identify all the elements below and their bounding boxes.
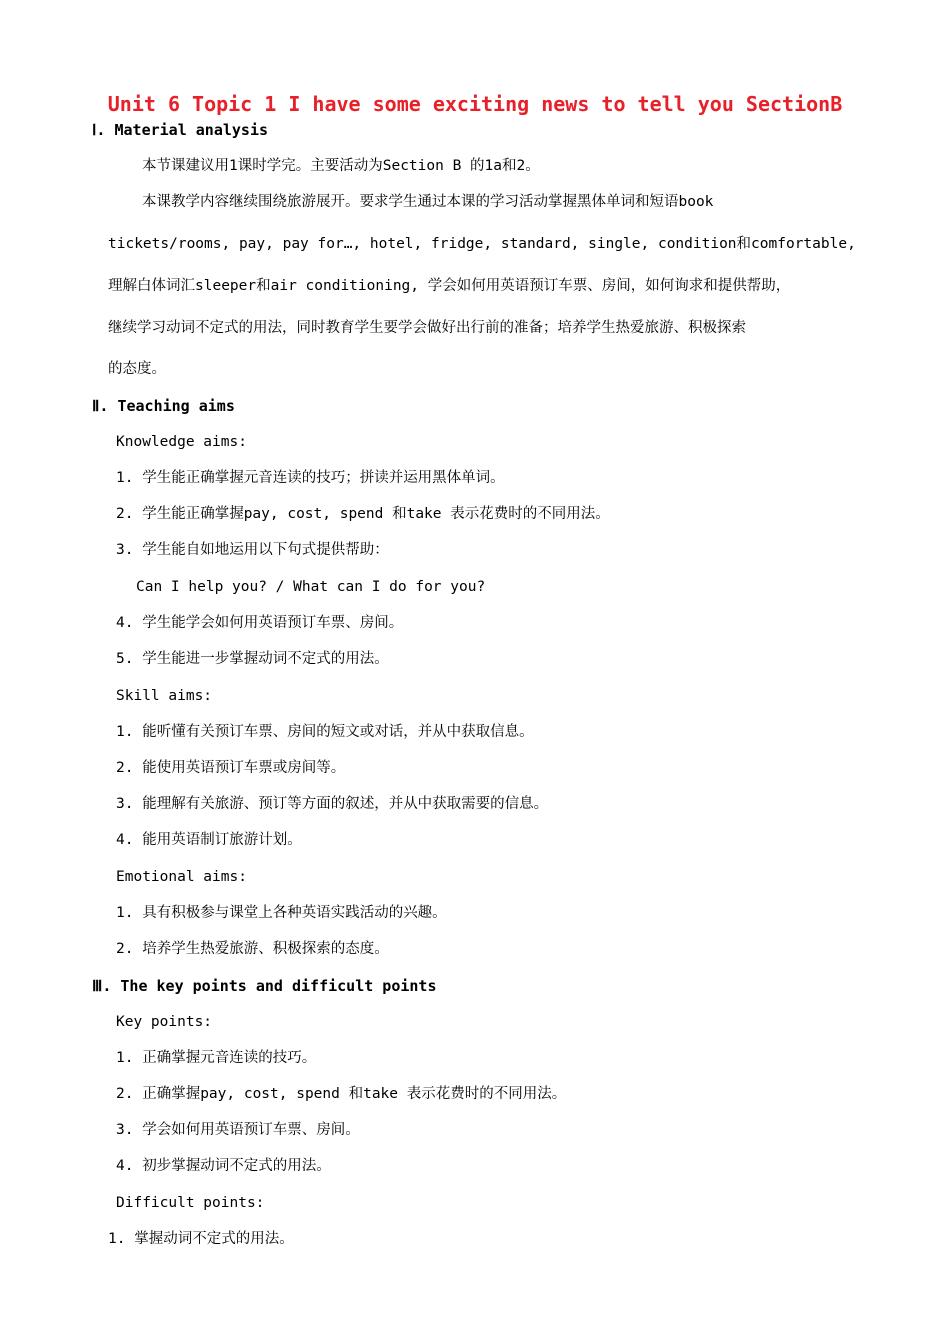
list-item: 1. 掌握动词不定式的用法。: [108, 1231, 294, 1247]
paragraph-line: 的态度。: [108, 361, 166, 377]
paragraph-line: 本课教学内容继续围绕旅游展开。要求学生通过本课的学习活动掌握黑体单词和短语book: [142, 194, 714, 210]
section-heading-key-points: Ⅲ. The key points and difficult points: [92, 977, 437, 995]
list-item: 4. 初步掌握动词不定式的用法。: [116, 1158, 331, 1174]
list-item: 3. 学会如何用英语预订车票、房间。: [116, 1122, 360, 1138]
sub-heading-difficult-points: Difficult points:: [116, 1195, 265, 1211]
list-item: 2. 学生能正确掌握pay, cost, spend 和take 表示花费时的不同用法。: [116, 506, 610, 522]
list-item: 1. 学生能正确掌握元音连读的技巧；拼读并运用黑体单词。: [116, 470, 505, 486]
section-heading-teaching-aims: Ⅱ. Teaching aims: [92, 397, 235, 415]
list-item: 1. 具有积极参与课堂上各种英语实践活动的兴趣。: [116, 905, 447, 921]
sub-heading-key-points: Key points:: [116, 1014, 213, 1030]
section-heading-material-analysis: Ⅰ. Material analysis: [92, 121, 269, 139]
list-item: 3. 能理解有关旅游、预订等方面的叙述，并从中获取需要的信息。: [116, 796, 549, 812]
sub-heading-knowledge-aims: Knowledge aims:: [116, 434, 247, 450]
list-item: 4. 学生能学会如何用英语预订车票、房间。: [116, 615, 404, 631]
list-item: 3. 学生能自如地运用以下句式提供帮助：: [116, 542, 389, 558]
list-item: 2. 能使用英语预订车票或房间等。: [116, 760, 346, 776]
list-item: 2. 培养学生热爱旅游、积极探索的态度。: [116, 941, 389, 957]
paragraph-line: 理解白体词汇sleeper和air conditioning, 学会如何用英语预订车票、房间，如何询求和提供帮助，: [108, 278, 791, 294]
paragraph-line: 本节课建议用1课时学完。主要活动为Section B 的1a和2。: [142, 158, 540, 174]
sub-heading-emotional-aims: Emotional aims:: [116, 869, 247, 885]
list-item: 2. 正确掌握pay, cost, spend 和take 表示花费时的不同用法。: [116, 1086, 567, 1102]
paragraph-line: 继续学习动词不定式的用法，同时教育学生要学会做好出行前的准备；培养学生热爱旅游、积极探索: [108, 320, 746, 336]
example-sentence: Can I help you? / What can I do for you?: [136, 579, 486, 595]
list-item: 4. 能用英语制订旅游计划。: [116, 832, 302, 848]
list-item: 1. 正确掌握元音连读的技巧。: [116, 1050, 317, 1066]
paragraph-line: tickets/rooms, pay, pay for…, hotel, fridge, standard, single, condition和comfortable,: [108, 236, 856, 252]
document-title: Unit 6 Topic 1 I have some exciting news to tell you SectionB: [107, 92, 843, 116]
list-item: 5. 学生能进一步掌握动词不定式的用法。: [116, 651, 389, 667]
list-item: 1. 能听懂有关预订车票、房间的短文或对话，并从中获取信息。: [116, 724, 534, 740]
sub-heading-skill-aims: Skill aims:: [116, 688, 213, 704]
